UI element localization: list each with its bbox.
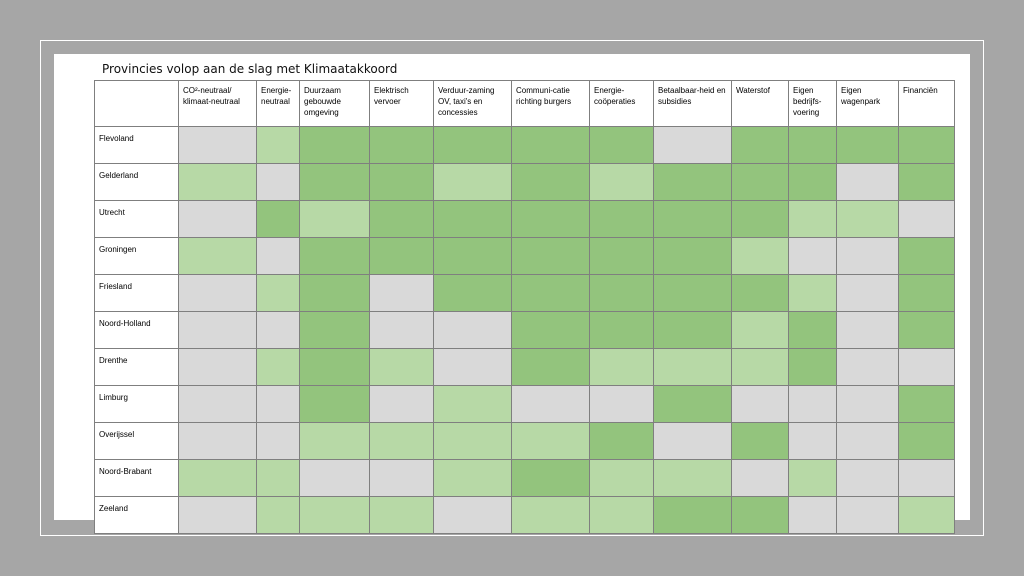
status-cell — [654, 349, 732, 386]
status-cell — [434, 275, 512, 312]
slide-title: Provincies volop aan de slag met Klimaatakkoord — [102, 62, 398, 76]
status-cell — [512, 312, 590, 349]
status-cell — [257, 386, 300, 423]
status-cell — [370, 275, 434, 312]
status-cell — [837, 312, 899, 349]
status-cell — [837, 164, 899, 201]
status-cell — [370, 349, 434, 386]
status-cell — [654, 127, 732, 164]
status-cell — [179, 312, 257, 349]
status-cell — [300, 349, 370, 386]
status-cell — [899, 423, 955, 460]
status-cell — [590, 201, 654, 238]
status-cell — [899, 312, 955, 349]
table-row — [95, 460, 955, 497]
status-cell — [654, 423, 732, 460]
column-header: Eigen bedrijfs-voering — [789, 81, 837, 127]
status-cell — [654, 312, 732, 349]
status-cell — [590, 238, 654, 275]
status-cell — [654, 275, 732, 312]
status-cell — [257, 238, 300, 275]
status-cell — [590, 423, 654, 460]
status-cell — [732, 312, 789, 349]
column-header: Duurzaam gebouwde omgeving — [300, 81, 370, 127]
status-cell — [789, 386, 837, 423]
status-cell — [590, 127, 654, 164]
status-cell — [512, 275, 590, 312]
status-cell — [837, 349, 899, 386]
status-cell — [899, 386, 955, 423]
status-cell — [789, 423, 837, 460]
status-cell — [512, 201, 590, 238]
province-label: Overijssel — [95, 423, 179, 460]
table-row — [95, 312, 955, 349]
province-label: Zeeland — [95, 497, 179, 534]
table-row — [95, 497, 955, 534]
status-cell — [732, 238, 789, 275]
column-header: Energie-neutraal — [257, 81, 300, 127]
status-cell — [179, 275, 257, 312]
province-label: Drenthe — [95, 349, 179, 386]
status-cell — [732, 164, 789, 201]
status-cell — [732, 349, 789, 386]
status-cell — [789, 349, 837, 386]
status-cell — [300, 312, 370, 349]
status-cell — [434, 460, 512, 497]
status-cell — [434, 312, 512, 349]
province-label: Limburg — [95, 386, 179, 423]
status-cell — [590, 386, 654, 423]
status-cell — [837, 497, 899, 534]
table-row — [95, 349, 955, 386]
status-cell — [512, 127, 590, 164]
status-cell — [899, 127, 955, 164]
table-row — [95, 275, 955, 312]
status-cell — [257, 460, 300, 497]
status-cell — [899, 460, 955, 497]
status-cell — [590, 312, 654, 349]
column-header: Financiën — [899, 81, 955, 127]
status-cell — [512, 164, 590, 201]
status-cell — [434, 201, 512, 238]
status-cell — [434, 127, 512, 164]
province-label: Groningen — [95, 238, 179, 275]
status-cell — [300, 497, 370, 534]
status-cell — [300, 423, 370, 460]
status-cell — [590, 275, 654, 312]
header-row — [95, 81, 955, 127]
status-cell — [590, 460, 654, 497]
status-cell — [300, 460, 370, 497]
status-cell — [512, 460, 590, 497]
column-header: CO²-neutraal/ klimaat-neutraal — [179, 81, 257, 127]
table-row — [95, 238, 955, 275]
status-cell — [789, 127, 837, 164]
table-row — [95, 386, 955, 423]
table-row — [95, 423, 955, 460]
column-header: Elektrisch vervoer — [370, 81, 434, 127]
status-cell — [300, 238, 370, 275]
status-cell — [300, 201, 370, 238]
status-cell — [434, 238, 512, 275]
status-cell — [837, 201, 899, 238]
status-cell — [512, 386, 590, 423]
status-cell — [732, 497, 789, 534]
province-label: Flevoland — [95, 127, 179, 164]
status-cell — [179, 460, 257, 497]
status-cell — [654, 164, 732, 201]
status-cell — [370, 386, 434, 423]
status-cell — [370, 238, 434, 275]
status-cell — [789, 238, 837, 275]
corner-cell — [95, 81, 179, 127]
status-cell — [512, 238, 590, 275]
status-cell — [300, 127, 370, 164]
status-cell — [179, 238, 257, 275]
status-cell — [837, 386, 899, 423]
status-cell — [257, 423, 300, 460]
status-cell — [732, 201, 789, 238]
column-header: Verduur-zaming OV, taxi's en concessies — [434, 81, 512, 127]
status-cell — [899, 164, 955, 201]
status-cell — [257, 127, 300, 164]
status-cell — [179, 127, 257, 164]
status-cell — [257, 275, 300, 312]
table-row — [95, 201, 955, 238]
province-label: Friesland — [95, 275, 179, 312]
status-cell — [370, 497, 434, 534]
status-cell — [899, 275, 955, 312]
status-cell — [789, 275, 837, 312]
status-cell — [789, 201, 837, 238]
status-cell — [257, 497, 300, 534]
status-cell — [434, 423, 512, 460]
status-cell — [257, 164, 300, 201]
status-cell — [512, 349, 590, 386]
status-cell — [654, 497, 732, 534]
status-cell — [370, 423, 434, 460]
status-cell — [512, 423, 590, 460]
column-header: Betaalbaar-heid en subsidies — [654, 81, 732, 127]
status-cell — [732, 460, 789, 497]
status-cell — [654, 386, 732, 423]
status-cell — [590, 349, 654, 386]
status-cell — [179, 423, 257, 460]
status-cell — [434, 164, 512, 201]
column-header: Energie-coöperaties — [590, 81, 654, 127]
status-cell — [512, 497, 590, 534]
status-cell — [370, 460, 434, 497]
status-cell — [899, 497, 955, 534]
status-cell — [654, 460, 732, 497]
column-header: Waterstof — [732, 81, 789, 127]
status-cell — [300, 275, 370, 312]
status-cell — [837, 238, 899, 275]
status-cell — [732, 275, 789, 312]
status-cell — [732, 423, 789, 460]
status-cell — [434, 349, 512, 386]
status-cell — [789, 460, 837, 497]
status-cell — [789, 497, 837, 534]
table-row — [95, 164, 955, 201]
status-cell — [370, 201, 434, 238]
status-cell — [434, 386, 512, 423]
status-cell — [732, 127, 789, 164]
status-cell — [590, 164, 654, 201]
status-cell — [179, 164, 257, 201]
column-header: Communi-catie richting burgers — [512, 81, 590, 127]
column-header: Eigen wagenpark — [837, 81, 899, 127]
table-row — [95, 127, 955, 164]
status-cell — [654, 201, 732, 238]
status-cell — [257, 201, 300, 238]
status-cell — [257, 349, 300, 386]
status-cell — [837, 275, 899, 312]
status-cell — [732, 386, 789, 423]
province-label: Noord-Brabant — [95, 460, 179, 497]
status-cell — [837, 460, 899, 497]
status-cell — [899, 238, 955, 275]
status-cell — [179, 386, 257, 423]
status-cell — [789, 164, 837, 201]
status-cell — [899, 349, 955, 386]
status-cell — [434, 497, 512, 534]
province-label: Gelderland — [95, 164, 179, 201]
status-cell — [300, 164, 370, 201]
status-cell — [370, 312, 434, 349]
province-label: Noord-Holland — [95, 312, 179, 349]
status-cell — [837, 423, 899, 460]
status-cell — [370, 127, 434, 164]
status-cell — [654, 238, 732, 275]
status-cell — [837, 127, 899, 164]
status-cell — [179, 349, 257, 386]
status-cell — [590, 497, 654, 534]
matrix-body — [95, 127, 955, 534]
status-cell — [789, 312, 837, 349]
status-cell — [179, 201, 257, 238]
province-label: Utrecht — [95, 201, 179, 238]
status-cell — [300, 386, 370, 423]
climate-matrix-table — [94, 80, 955, 534]
status-cell — [179, 497, 257, 534]
status-cell — [370, 164, 434, 201]
status-cell — [257, 312, 300, 349]
status-cell — [899, 201, 955, 238]
